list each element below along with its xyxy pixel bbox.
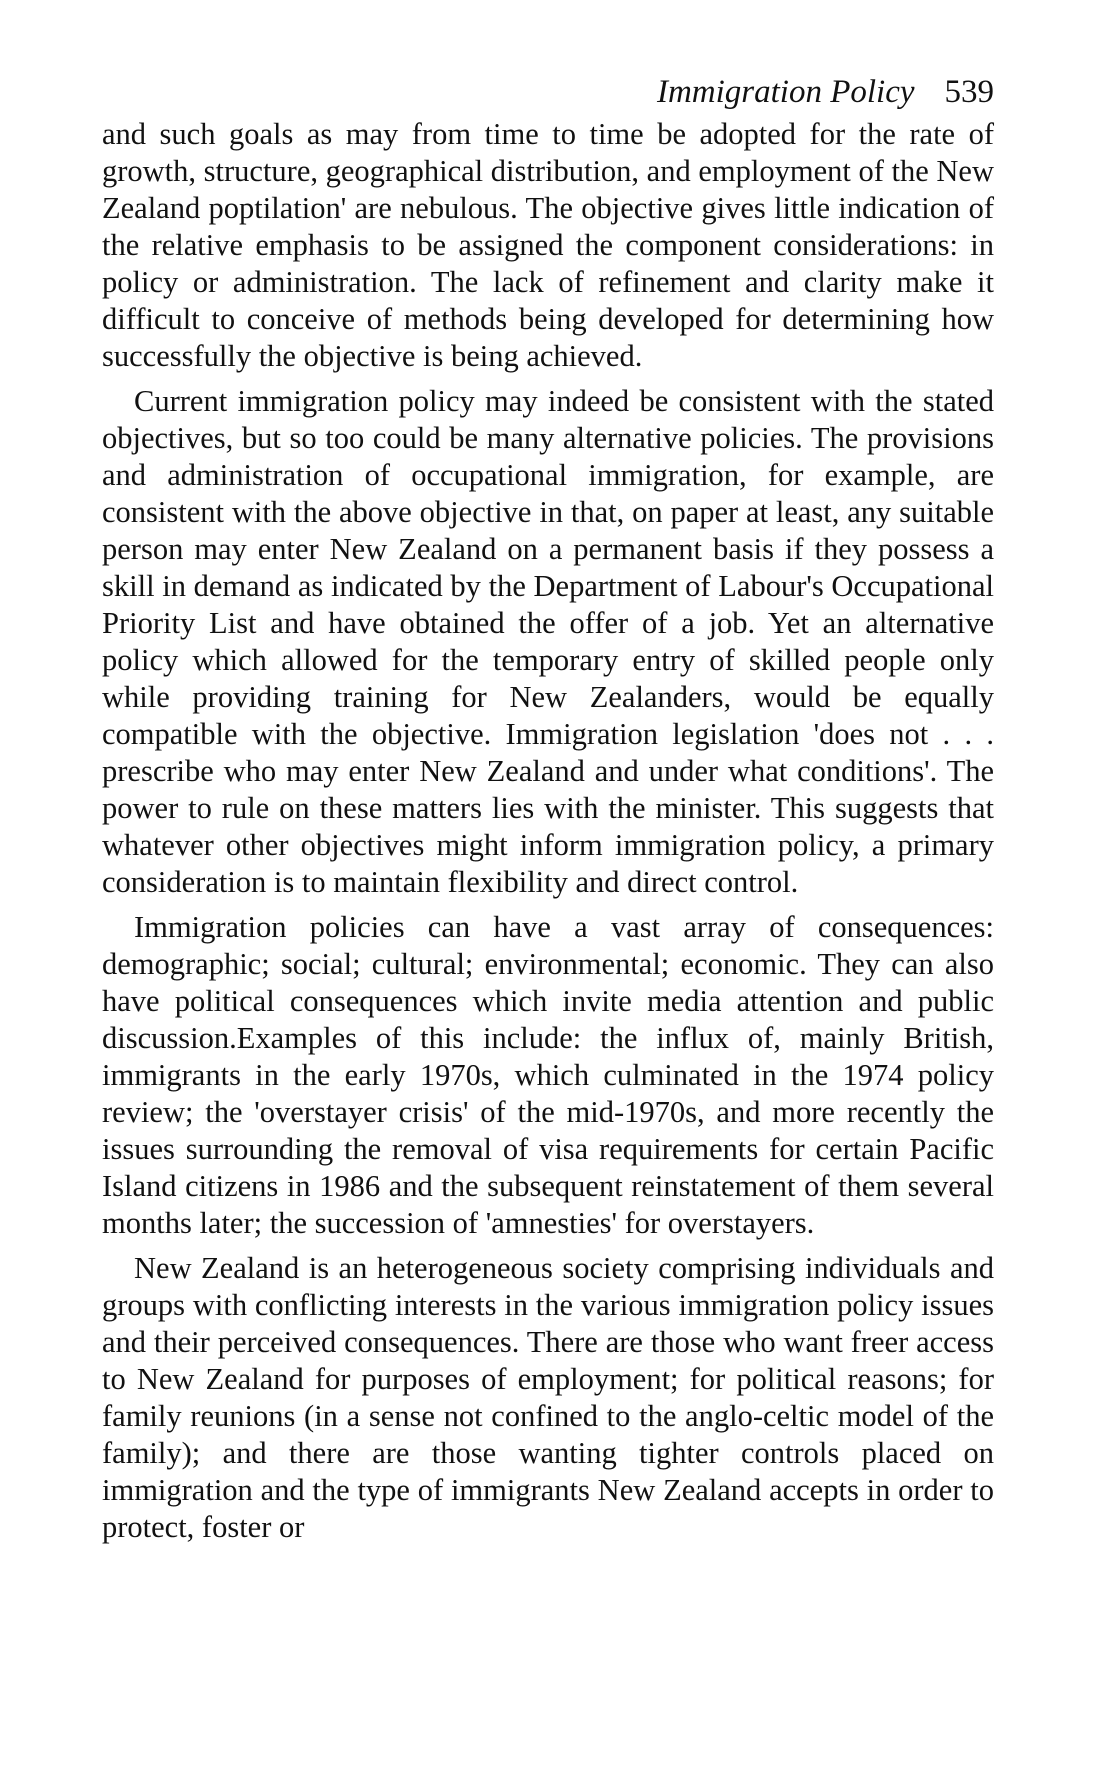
book-page <box>102 72 994 1554</box>
running-head <box>102 72 994 112</box>
body-text <box>102 116 994 1546</box>
page-number: 539 <box>944 74 994 110</box>
paragraph: Current immigration policy may indeed be consistent with the stated objectives, but so too could be many alternative policies. The provisions and administration of occupational immigration, for example, are consistent with the above objective in that, on paper at least, any suitable person may enter New Zealand on a permanent basis if they possess a skill in demand as indicated by the Department of Labour's Occupational Priority List and have obtained the offer of a job. Yet an alternative policy which allowed for the temporary entry of skilled people only while providing training for New Zealanders, would be equally compatible with the objective. Immigration legislation 'does not . . . prescribe who may enter New Zealand and under what conditions'. The power to rule on these matters lies with the minister. This suggests that whatever other objectives might inform immigration policy, a primary consideration is to maintain flexibility and direct control. <box>102 384 994 899</box>
paragraph: and such goals as may from time to time be adopted for the rate of growth, structure, geographical distribution, and employment of the New Zealand poptilation' are nebulous. The objective gives little indication of the relative emphasis to be assigned the component considerations: in policy or administration. The lack of refinement and clarity make it difficult to conceive of methods being developed for determining how successfully the objective is being achieved. <box>102 117 994 373</box>
paragraph: Immigration policies can have a vast array of consequences: demographic; social; cultural; environmental; economic. They can also have political consequences which invite media attention and public discussion.Examples of this include: the influx of, mainly British, immigrants in the early 1970s, which culminated in the 1974 policy review; the 'overstayer crisis' of the mid-1970s, and more recently the issues surrounding the removal of visa requirements for certain Pacific Island citizens in 1986 and the subsequent reinstatement of them several months later; the succession of 'amnesties' for overstayers. <box>102 910 994 1240</box>
paragraph: New Zealand is an heterogeneous society comprising individuals and groups with conflicting interests in the various immigration policy issues and their perceived consequences. There are those who want freer access to New Zealand for purposes of employment; for political reasons; for family reunions (in a sense not confined to the anglo-celtic model of the family); and there are those wanting tighter controls placed on immigration and the type of immigrants New Zealand accepts in order to protect, foster or <box>102 1251 994 1544</box>
running-head-title: Immigration Policy <box>656 74 915 110</box>
